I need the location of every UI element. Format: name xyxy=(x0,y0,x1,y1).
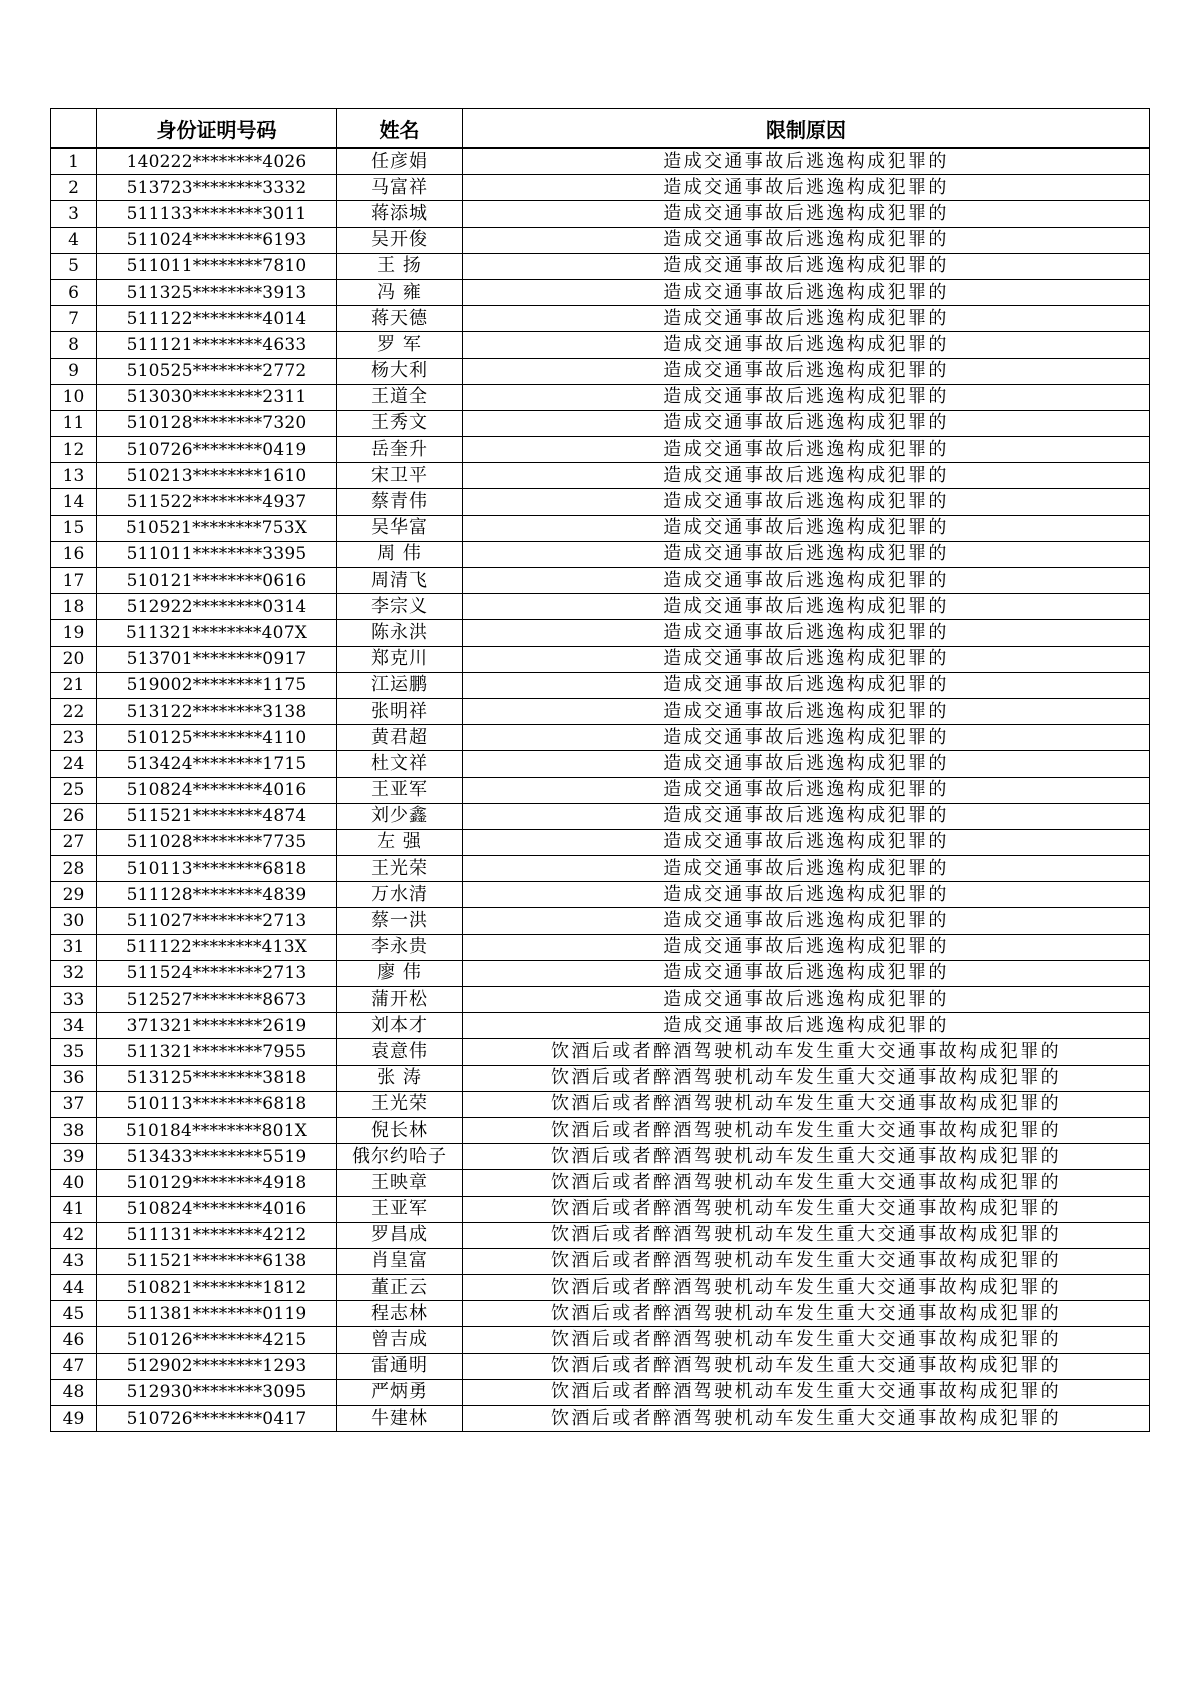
restriction-reason-cell: 饮酒后或者醉酒驾驶机动车发生重大交通事故构成犯罪的 xyxy=(463,1065,1150,1091)
row-index: 30 xyxy=(51,908,97,934)
restriction-reason-cell: 造成交通事故后逃逸构成犯罪的 xyxy=(463,698,1150,724)
restriction-reason-cell: 造成交通事故后逃逸构成犯罪的 xyxy=(463,646,1150,672)
row-index: 44 xyxy=(51,1275,97,1301)
row-index: 27 xyxy=(51,829,97,855)
restriction-reason-cell: 造成交通事故后逃逸构成犯罪的 xyxy=(463,777,1150,803)
person-name-cell: 刘少鑫 xyxy=(337,803,463,829)
table-row xyxy=(51,987,1150,1013)
table-row xyxy=(51,1039,1150,1065)
id-number-cell: 513433********5519 xyxy=(97,1144,337,1170)
restriction-reason-cell: 饮酒后或者醉酒驾驶机动车发生重大交通事故构成犯罪的 xyxy=(463,1248,1150,1274)
person-name-cell: 张 涛 xyxy=(337,1065,463,1091)
table-row xyxy=(51,1248,1150,1274)
id-number-cell: 513424********1715 xyxy=(97,751,337,777)
table-row xyxy=(51,1222,1150,1248)
person-name-cell: 周 伟 xyxy=(337,541,463,567)
row-index: 21 xyxy=(51,672,97,698)
person-name-cell: 左 强 xyxy=(337,829,463,855)
table-row xyxy=(51,253,1150,279)
id-number-cell: 510821********1812 xyxy=(97,1275,337,1301)
restriction-reason-cell: 造成交通事故后逃逸构成犯罪的 xyxy=(463,253,1150,279)
row-index: 8 xyxy=(51,332,97,358)
header-name: 姓名 xyxy=(337,109,463,149)
restriction-reason-cell: 造成交通事故后逃逸构成犯罪的 xyxy=(463,410,1150,436)
table-row xyxy=(51,698,1150,724)
table-row xyxy=(51,1170,1150,1196)
id-number-cell: 511522********4937 xyxy=(97,489,337,515)
restriction-reason-cell: 造成交通事故后逃逸构成犯罪的 xyxy=(463,620,1150,646)
table-row xyxy=(51,332,1150,358)
person-name-cell: 郑克川 xyxy=(337,646,463,672)
person-name-cell: 罗昌成 xyxy=(337,1222,463,1248)
restriction-reason-cell: 饮酒后或者醉酒驾驶机动车发生重大交通事故构成犯罪的 xyxy=(463,1117,1150,1143)
restriction-reason-cell: 饮酒后或者醉酒驾驶机动车发生重大交通事故构成犯罪的 xyxy=(463,1379,1150,1405)
id-number-cell: 511011********7810 xyxy=(97,253,337,279)
row-index: 15 xyxy=(51,515,97,541)
row-index: 29 xyxy=(51,882,97,908)
row-index: 43 xyxy=(51,1248,97,1274)
restriction-reason-cell: 饮酒后或者醉酒驾驶机动车发生重大交通事故构成犯罪的 xyxy=(463,1144,1150,1170)
table-row xyxy=(51,227,1150,253)
restriction-reason-cell: 饮酒后或者醉酒驾驶机动车发生重大交通事故构成犯罪的 xyxy=(463,1406,1150,1432)
row-index: 6 xyxy=(51,279,97,305)
id-number-cell: 511381********0119 xyxy=(97,1301,337,1327)
person-name-cell: 蒋添城 xyxy=(337,201,463,227)
row-index: 10 xyxy=(51,384,97,410)
table-row xyxy=(51,410,1150,436)
restriction-reason-cell: 造成交通事故后逃逸构成犯罪的 xyxy=(463,725,1150,751)
row-index: 26 xyxy=(51,803,97,829)
table-row xyxy=(51,777,1150,803)
person-name-cell: 李永贵 xyxy=(337,934,463,960)
row-index: 4 xyxy=(51,227,97,253)
table-row xyxy=(51,489,1150,515)
restriction-reason-cell: 造成交通事故后逃逸构成犯罪的 xyxy=(463,672,1150,698)
restriction-reason-cell: 造成交通事故后逃逸构成犯罪的 xyxy=(463,829,1150,855)
id-number-cell: 510125********4110 xyxy=(97,725,337,751)
id-number-cell: 511321********407X xyxy=(97,620,337,646)
restriction-reason-cell: 饮酒后或者醉酒驾驶机动车发生重大交通事故构成犯罪的 xyxy=(463,1222,1150,1248)
row-index: 23 xyxy=(51,725,97,751)
person-name-cell: 程志林 xyxy=(337,1301,463,1327)
person-name-cell: 吴开俊 xyxy=(337,227,463,253)
restriction-reason-cell: 造成交通事故后逃逸构成犯罪的 xyxy=(463,594,1150,620)
table-row xyxy=(51,594,1150,620)
table-row xyxy=(51,1013,1150,1039)
id-number-cell: 140222********4026 xyxy=(97,148,337,175)
row-index: 37 xyxy=(51,1091,97,1117)
row-index: 25 xyxy=(51,777,97,803)
id-number-cell: 519002********1175 xyxy=(97,672,337,698)
row-index: 14 xyxy=(51,489,97,515)
table-row xyxy=(51,908,1150,934)
person-name-cell: 岳奎升 xyxy=(337,437,463,463)
restriction-reason-cell: 饮酒后或者醉酒驾驶机动车发生重大交通事故构成犯罪的 xyxy=(463,1275,1150,1301)
id-number-cell: 510521********753X xyxy=(97,515,337,541)
id-number-cell: 511122********4014 xyxy=(97,306,337,332)
table-row xyxy=(51,725,1150,751)
row-index: 13 xyxy=(51,463,97,489)
row-index: 40 xyxy=(51,1170,97,1196)
row-index: 9 xyxy=(51,358,97,384)
restriction-reason-cell: 造成交通事故后逃逸构成犯罪的 xyxy=(463,908,1150,934)
row-index: 1 xyxy=(51,148,97,175)
person-name-cell: 王亚军 xyxy=(337,1196,463,1222)
table-row xyxy=(51,1327,1150,1353)
restriction-reason-cell: 造成交通事故后逃逸构成犯罪的 xyxy=(463,306,1150,332)
restriction-reason-cell: 饮酒后或者醉酒驾驶机动车发生重大交通事故构成犯罪的 xyxy=(463,1301,1150,1327)
restriction-reason-cell: 造成交通事故后逃逸构成犯罪的 xyxy=(463,437,1150,463)
table-row xyxy=(51,358,1150,384)
person-name-cell: 倪长林 xyxy=(337,1117,463,1143)
row-index: 20 xyxy=(51,646,97,672)
row-index: 33 xyxy=(51,987,97,1013)
row-index: 35 xyxy=(51,1039,97,1065)
row-index: 22 xyxy=(51,698,97,724)
restriction-reason-cell: 造成交通事故后逃逸构成犯罪的 xyxy=(463,227,1150,253)
restriction-reason-cell: 造成交通事故后逃逸构成犯罪的 xyxy=(463,1013,1150,1039)
row-index: 31 xyxy=(51,934,97,960)
id-number-cell: 511131********4212 xyxy=(97,1222,337,1248)
id-number-cell: 510824********4016 xyxy=(97,777,337,803)
row-index: 38 xyxy=(51,1117,97,1143)
restriction-reason-cell: 饮酒后或者醉酒驾驶机动车发生重大交通事故构成犯罪的 xyxy=(463,1327,1150,1353)
person-name-cell: 江运鹏 xyxy=(337,672,463,698)
person-name-cell: 蔡青伟 xyxy=(337,489,463,515)
restriction-reason-cell: 造成交通事故后逃逸构成犯罪的 xyxy=(463,987,1150,1013)
person-name-cell: 刘本才 xyxy=(337,1013,463,1039)
id-number-cell: 511128********4839 xyxy=(97,882,337,908)
id-number-cell: 510726********0419 xyxy=(97,437,337,463)
id-number-cell: 513125********3818 xyxy=(97,1065,337,1091)
table-row xyxy=(51,279,1150,305)
row-index: 47 xyxy=(51,1353,97,1379)
person-name-cell: 张明祥 xyxy=(337,698,463,724)
table-row xyxy=(51,751,1150,777)
restriction-reason-cell: 造成交通事故后逃逸构成犯罪的 xyxy=(463,175,1150,201)
restriction-reason-cell: 造成交通事故后逃逸构成犯罪的 xyxy=(463,934,1150,960)
restriction-reason-cell: 饮酒后或者醉酒驾驶机动车发生重大交通事故构成犯罪的 xyxy=(463,1091,1150,1117)
id-number-cell: 510184********801X xyxy=(97,1117,337,1143)
person-name-cell: 冯 雍 xyxy=(337,279,463,305)
table-header xyxy=(51,109,1150,149)
restriction-reason-cell: 造成交通事故后逃逸构成犯罪的 xyxy=(463,148,1150,175)
person-name-cell: 杜文祥 xyxy=(337,751,463,777)
table-row xyxy=(51,437,1150,463)
id-number-cell: 510824********4016 xyxy=(97,1196,337,1222)
row-index: 3 xyxy=(51,201,97,227)
header-row xyxy=(51,109,1150,149)
row-index: 34 xyxy=(51,1013,97,1039)
restriction-reason-cell: 造成交通事故后逃逸构成犯罪的 xyxy=(463,882,1150,908)
restriction-reason-cell: 饮酒后或者醉酒驾驶机动车发生重大交通事故构成犯罪的 xyxy=(463,1039,1150,1065)
restriction-reason-cell: 造成交通事故后逃逸构成犯罪的 xyxy=(463,751,1150,777)
row-index: 18 xyxy=(51,594,97,620)
person-name-cell: 陈永洪 xyxy=(337,620,463,646)
header-reason: 限制原因 xyxy=(463,109,1150,149)
restriction-reason-cell: 造成交通事故后逃逸构成犯罪的 xyxy=(463,201,1150,227)
restriction-reason-cell: 造成交通事故后逃逸构成犯罪的 xyxy=(463,279,1150,305)
person-name-cell: 万水清 xyxy=(337,882,463,908)
table-row xyxy=(51,384,1150,410)
person-name-cell: 曾吉成 xyxy=(337,1327,463,1353)
person-name-cell: 王 扬 xyxy=(337,253,463,279)
person-name-cell: 董正云 xyxy=(337,1275,463,1301)
id-number-cell: 513723********3332 xyxy=(97,175,337,201)
table-row xyxy=(51,646,1150,672)
id-number-cell: 511028********7735 xyxy=(97,829,337,855)
person-name-cell: 王光荣 xyxy=(337,856,463,882)
table-row xyxy=(51,568,1150,594)
id-number-cell: 510726********0417 xyxy=(97,1406,337,1432)
table-row xyxy=(51,1144,1150,1170)
table-row xyxy=(51,672,1150,698)
table-row xyxy=(51,856,1150,882)
row-index: 24 xyxy=(51,751,97,777)
person-name-cell: 王道全 xyxy=(337,384,463,410)
table-row xyxy=(51,882,1150,908)
person-name-cell: 肖皇富 xyxy=(337,1248,463,1274)
person-name-cell: 宋卫平 xyxy=(337,463,463,489)
restriction-reason-cell: 造成交通事故后逃逸构成犯罪的 xyxy=(463,332,1150,358)
row-index: 7 xyxy=(51,306,97,332)
person-name-cell: 周清飞 xyxy=(337,568,463,594)
restriction-reason-cell: 造成交通事故后逃逸构成犯罪的 xyxy=(463,463,1150,489)
header-id-number: 身份证明号码 xyxy=(97,109,337,149)
id-number-cell: 513030********2311 xyxy=(97,384,337,410)
table-row xyxy=(51,1196,1150,1222)
table-row xyxy=(51,515,1150,541)
restriction-reason-cell: 造成交通事故后逃逸构成犯罪的 xyxy=(463,856,1150,882)
restriction-reason-cell: 造成交通事故后逃逸构成犯罪的 xyxy=(463,358,1150,384)
id-number-cell: 510129********4918 xyxy=(97,1170,337,1196)
table-row xyxy=(51,201,1150,227)
table-row xyxy=(51,1301,1150,1327)
restriction-reason-cell: 饮酒后或者醉酒驾驶机动车发生重大交通事故构成犯罪的 xyxy=(463,1196,1150,1222)
id-number-cell: 511133********3011 xyxy=(97,201,337,227)
person-name-cell: 俄尔约哈子 xyxy=(337,1144,463,1170)
person-name-cell: 蒋天德 xyxy=(337,306,463,332)
row-index: 2 xyxy=(51,175,97,201)
person-name-cell: 王秀文 xyxy=(337,410,463,436)
id-number-cell: 511122********413X xyxy=(97,934,337,960)
id-number-cell: 510128********7320 xyxy=(97,410,337,436)
id-number-cell: 511027********2713 xyxy=(97,908,337,934)
restriction-reason-cell: 饮酒后或者醉酒驾驶机动车发生重大交通事故构成犯罪的 xyxy=(463,1170,1150,1196)
id-number-cell: 513701********0917 xyxy=(97,646,337,672)
restriction-reason-cell: 造成交通事故后逃逸构成犯罪的 xyxy=(463,568,1150,594)
table-row xyxy=(51,463,1150,489)
id-number-cell: 511121********4633 xyxy=(97,332,337,358)
row-index: 17 xyxy=(51,568,97,594)
table-row xyxy=(51,1406,1150,1432)
row-index: 32 xyxy=(51,960,97,986)
person-name-cell: 廖 伟 xyxy=(337,960,463,986)
restriction-reason-cell: 造成交通事故后逃逸构成犯罪的 xyxy=(463,803,1150,829)
row-index: 19 xyxy=(51,620,97,646)
row-index: 42 xyxy=(51,1222,97,1248)
id-number-cell: 510213********1610 xyxy=(97,463,337,489)
table-row xyxy=(51,803,1150,829)
table-row xyxy=(51,829,1150,855)
row-index: 49 xyxy=(51,1406,97,1432)
id-number-cell: 513122********3138 xyxy=(97,698,337,724)
person-name-cell: 任彦娟 xyxy=(337,148,463,175)
id-number-cell: 510113********6818 xyxy=(97,1091,337,1117)
header-index xyxy=(51,109,97,149)
person-name-cell: 王映章 xyxy=(337,1170,463,1196)
id-number-cell: 512922********0314 xyxy=(97,594,337,620)
row-index: 45 xyxy=(51,1301,97,1327)
id-number-cell: 511011********3395 xyxy=(97,541,337,567)
table-row xyxy=(51,1117,1150,1143)
restriction-reason-cell: 造成交通事故后逃逸构成犯罪的 xyxy=(463,384,1150,410)
row-index: 12 xyxy=(51,437,97,463)
table-row xyxy=(51,1353,1150,1379)
id-number-cell: 510525********2772 xyxy=(97,358,337,384)
person-name-cell: 雷通明 xyxy=(337,1353,463,1379)
id-number-cell: 510126********4215 xyxy=(97,1327,337,1353)
id-number-cell: 511521********4874 xyxy=(97,803,337,829)
id-number-cell: 511321********7955 xyxy=(97,1039,337,1065)
id-number-cell: 512527********8673 xyxy=(97,987,337,1013)
id-number-cell: 511325********3913 xyxy=(97,279,337,305)
id-number-cell: 510113********6818 xyxy=(97,856,337,882)
table-row xyxy=(51,1379,1150,1405)
table-row xyxy=(51,960,1150,986)
id-number-cell: 510121********0616 xyxy=(97,568,337,594)
row-index: 48 xyxy=(51,1379,97,1405)
id-number-cell: 511524********2713 xyxy=(97,960,337,986)
table-row xyxy=(51,934,1150,960)
table-body xyxy=(51,148,1150,1432)
id-number-cell: 511024********6193 xyxy=(97,227,337,253)
id-number-cell: 512930********3095 xyxy=(97,1379,337,1405)
person-name-cell: 蔡一洪 xyxy=(337,908,463,934)
table-row xyxy=(51,1065,1150,1091)
person-name-cell: 黄君超 xyxy=(337,725,463,751)
person-name-cell: 牛建林 xyxy=(337,1406,463,1432)
table-row xyxy=(51,306,1150,332)
restriction-table xyxy=(50,108,1150,1432)
id-number-cell: 511521********6138 xyxy=(97,1248,337,1274)
person-name-cell: 王光荣 xyxy=(337,1091,463,1117)
restriction-reason-cell: 造成交通事故后逃逸构成犯罪的 xyxy=(463,541,1150,567)
restriction-reason-cell: 饮酒后或者醉酒驾驶机动车发生重大交通事故构成犯罪的 xyxy=(463,1353,1150,1379)
row-index: 5 xyxy=(51,253,97,279)
row-index: 41 xyxy=(51,1196,97,1222)
table-row xyxy=(51,1091,1150,1117)
person-name-cell: 蒲开松 xyxy=(337,987,463,1013)
row-index: 36 xyxy=(51,1065,97,1091)
person-name-cell: 罗 军 xyxy=(337,332,463,358)
table-row xyxy=(51,620,1150,646)
person-name-cell: 马富祥 xyxy=(337,175,463,201)
table-row xyxy=(51,1275,1150,1301)
person-name-cell: 李宗义 xyxy=(337,594,463,620)
table-row xyxy=(51,175,1150,201)
restriction-reason-cell: 造成交通事故后逃逸构成犯罪的 xyxy=(463,960,1150,986)
id-number-cell: 371321********2619 xyxy=(97,1013,337,1039)
row-index: 11 xyxy=(51,410,97,436)
person-name-cell: 严炳勇 xyxy=(337,1379,463,1405)
person-name-cell: 杨大利 xyxy=(337,358,463,384)
restriction-reason-cell: 造成交通事故后逃逸构成犯罪的 xyxy=(463,515,1150,541)
person-name-cell: 吴华富 xyxy=(337,515,463,541)
table-row xyxy=(51,541,1150,567)
id-number-cell: 512902********1293 xyxy=(97,1353,337,1379)
row-index: 46 xyxy=(51,1327,97,1353)
row-index: 39 xyxy=(51,1144,97,1170)
restriction-reason-cell: 造成交通事故后逃逸构成犯罪的 xyxy=(463,489,1150,515)
row-index: 16 xyxy=(51,541,97,567)
person-name-cell: 袁意伟 xyxy=(337,1039,463,1065)
person-name-cell: 王亚军 xyxy=(337,777,463,803)
table-row xyxy=(51,148,1150,175)
row-index: 28 xyxy=(51,856,97,882)
